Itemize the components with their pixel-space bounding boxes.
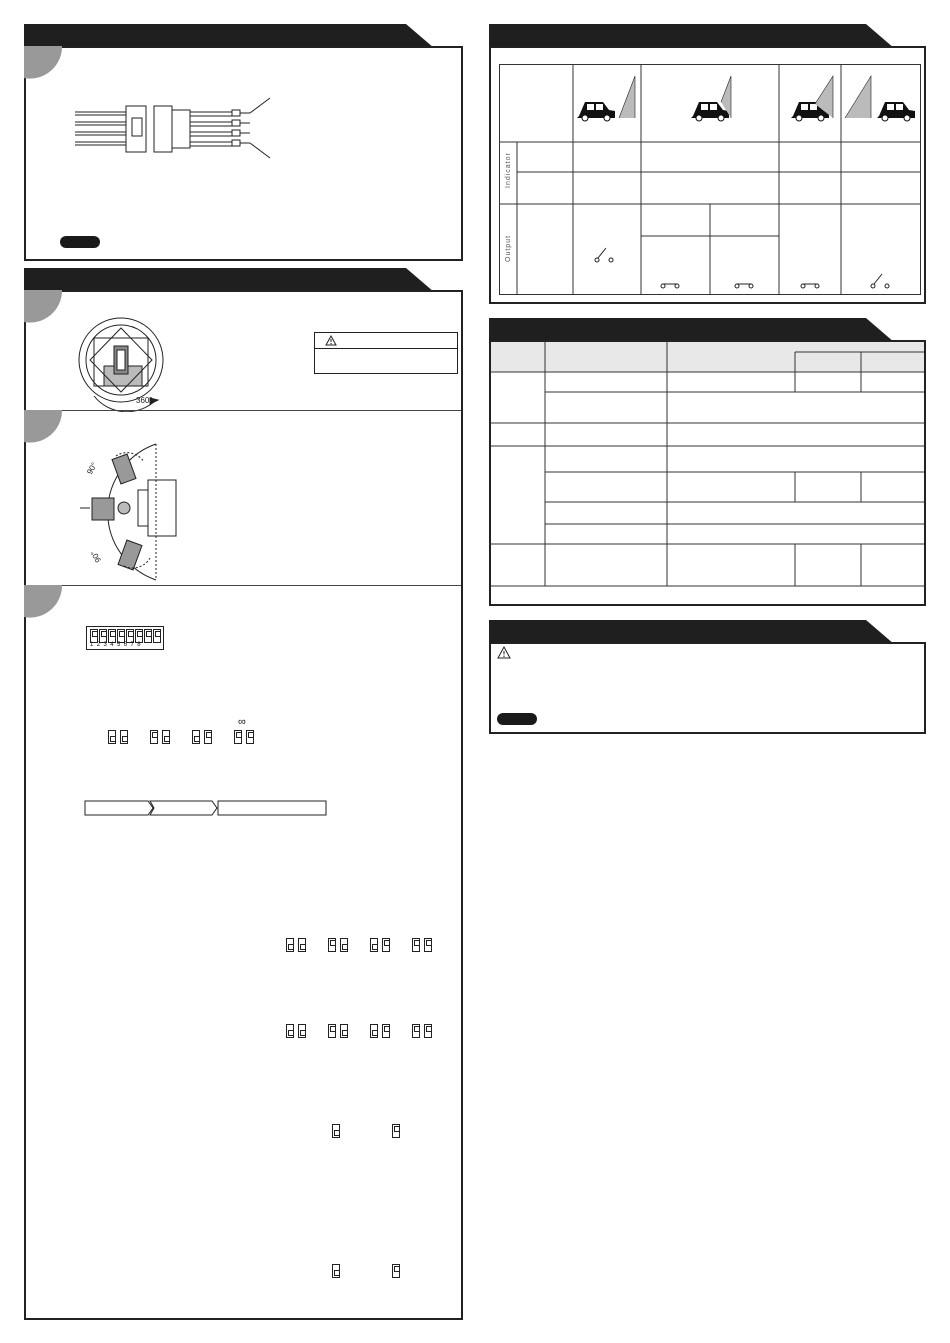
divider (26, 410, 461, 411)
dip-number: 6 (123, 642, 131, 648)
step-circle-icon (24, 290, 64, 324)
dip-switch (120, 730, 128, 744)
note-badge (497, 713, 537, 725)
dip-number-row (90, 642, 144, 648)
dip-switch (204, 730, 212, 744)
specifications-panel (489, 340, 926, 606)
step-circle-icon (24, 410, 64, 444)
car-icon (691, 76, 731, 121)
mounting-panel (24, 290, 463, 1320)
dip-switch (162, 730, 170, 744)
dip-switch (370, 938, 378, 952)
dip-switch (108, 730, 116, 744)
dip-switch (246, 730, 254, 744)
section-header-mounting (24, 268, 434, 292)
dip-switch (328, 938, 336, 952)
dip-number: 4 (110, 642, 117, 648)
section-header-caution (489, 620, 894, 644)
dip-number: 7 (130, 642, 138, 648)
dip-switch (298, 938, 306, 952)
note-badge (60, 236, 100, 248)
dip-switch (382, 1024, 390, 1038)
step-circle-icon (24, 46, 64, 80)
dip-switch[interactable] (99, 629, 107, 643)
step-circle-icon (24, 585, 64, 619)
dip-switch-block (86, 626, 164, 650)
dip-switch[interactable] (126, 629, 134, 643)
section-header-connection (24, 24, 434, 48)
dip-switch (340, 938, 348, 952)
divider (26, 585, 461, 586)
dip-switch (150, 730, 158, 744)
rotation-label: 360° (136, 396, 153, 405)
infinity-symbol: ∞ (238, 716, 246, 728)
dip-switch (424, 938, 432, 952)
dip-switch (392, 1124, 400, 1138)
connection-panel (24, 46, 463, 261)
dip-switch (286, 938, 294, 952)
dip-switch (234, 730, 242, 744)
section-header-operation (489, 24, 894, 48)
operation-table (499, 64, 923, 296)
dip-number: 5 (117, 642, 124, 648)
dip-number: 1 (90, 642, 97, 648)
dip-switch (340, 1024, 348, 1038)
row-label-output: Output (505, 234, 512, 262)
car-icon (791, 76, 833, 121)
warning-body (315, 349, 457, 353)
dip-switch (332, 1264, 340, 1278)
dip-switch (332, 1124, 340, 1138)
dip-switch (286, 1024, 294, 1038)
dip-number: 2 (96, 642, 104, 648)
dip-switch (382, 938, 390, 952)
warning-triangle-icon (497, 646, 511, 659)
dip-switch[interactable] (153, 629, 161, 643)
angle-bottom-label: 90° (89, 549, 103, 564)
warning-header (315, 333, 457, 349)
dip-number: 3 (103, 642, 111, 648)
setup-flow-diagram (84, 800, 330, 816)
row-label-indicator: Indicator (505, 152, 512, 188)
dip-switch[interactable] (144, 629, 152, 643)
warning-box (314, 332, 458, 374)
angle-top-label: 90° (85, 461, 99, 476)
caution-panel (489, 642, 926, 734)
dip-switch[interactable] (108, 629, 116, 643)
dip-switch (392, 1264, 400, 1278)
operation-panel (489, 46, 926, 304)
dip-switch (424, 1024, 432, 1038)
dip-switch[interactable] (90, 629, 98, 643)
dip-switch (370, 1024, 378, 1038)
dip-switch (412, 938, 420, 952)
dip-switch (298, 1024, 306, 1038)
warning-triangle-icon (325, 335, 337, 346)
dip-switch[interactable] (117, 629, 125, 643)
section-header-specifications (489, 318, 894, 342)
dip-switch (412, 1024, 420, 1038)
dip-switch (192, 730, 200, 744)
car-icon (845, 76, 915, 121)
dip-number: 8 (137, 642, 144, 648)
dip-switch (328, 1024, 336, 1038)
specifications-table (491, 342, 924, 604)
dip-switch[interactable] (135, 629, 143, 643)
car-icon (577, 76, 635, 121)
connector-wiring-diagram (70, 94, 310, 194)
